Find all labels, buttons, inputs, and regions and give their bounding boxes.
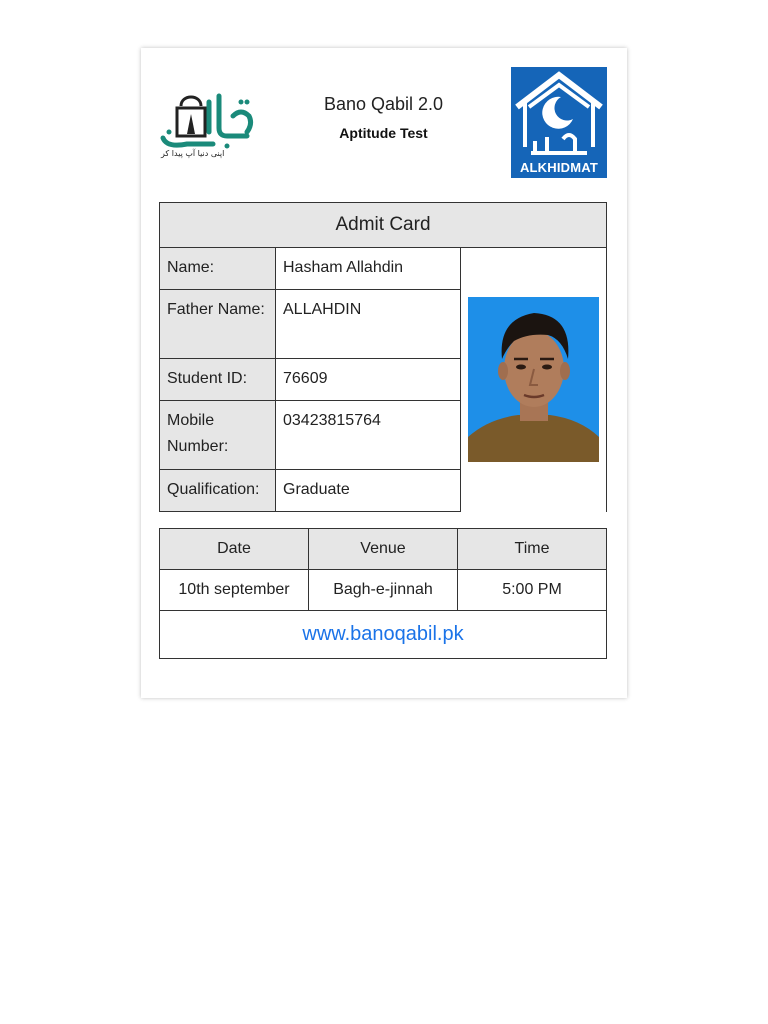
father-name-label: Father Name: (160, 290, 276, 359)
page-title: Bano Qabil 2.0 (323, 94, 444, 114)
bano-qabil-logo (157, 88, 259, 160)
page-subtitle: Aptitude Test (339, 125, 428, 141)
admit-card (141, 48, 627, 698)
website-link[interactable]: www.banoqabil.pk (160, 611, 607, 659)
alkhidmat-logo-text: ALKHIDMAT (519, 160, 599, 175)
student-info-table (159, 202, 607, 512)
name-value: Hasham Allahdin (276, 248, 461, 290)
schedule-table (159, 528, 607, 659)
venue-value: Bagh-e-jinnah (309, 570, 458, 611)
student-id-label: Student ID: (160, 359, 276, 401)
logo-tagline: اپنی دنیا آپ پیدا کر (161, 149, 225, 158)
date-value: 10th september (160, 570, 309, 611)
father-name-value: ALLAHDIN (276, 290, 461, 359)
student-id-value: 76609 (276, 359, 461, 401)
time-header: Time (458, 529, 607, 570)
qualification-label: Qualification: (160, 470, 276, 512)
student-photo (468, 297, 599, 462)
mobile-number-label: Mobile Number: (160, 401, 276, 470)
name-label: Name: (160, 248, 276, 290)
qualification-value: Graduate (276, 470, 461, 512)
time-value: 5:00 PM (458, 570, 607, 611)
photo-cell (461, 248, 607, 512)
alkhidmat-logo (511, 67, 607, 178)
mobile-number-value: 03423815764 (276, 401, 461, 470)
date-header: Date (160, 529, 309, 570)
venue-header: Venue (309, 529, 458, 570)
admit-card-title: Admit Card (160, 203, 607, 248)
